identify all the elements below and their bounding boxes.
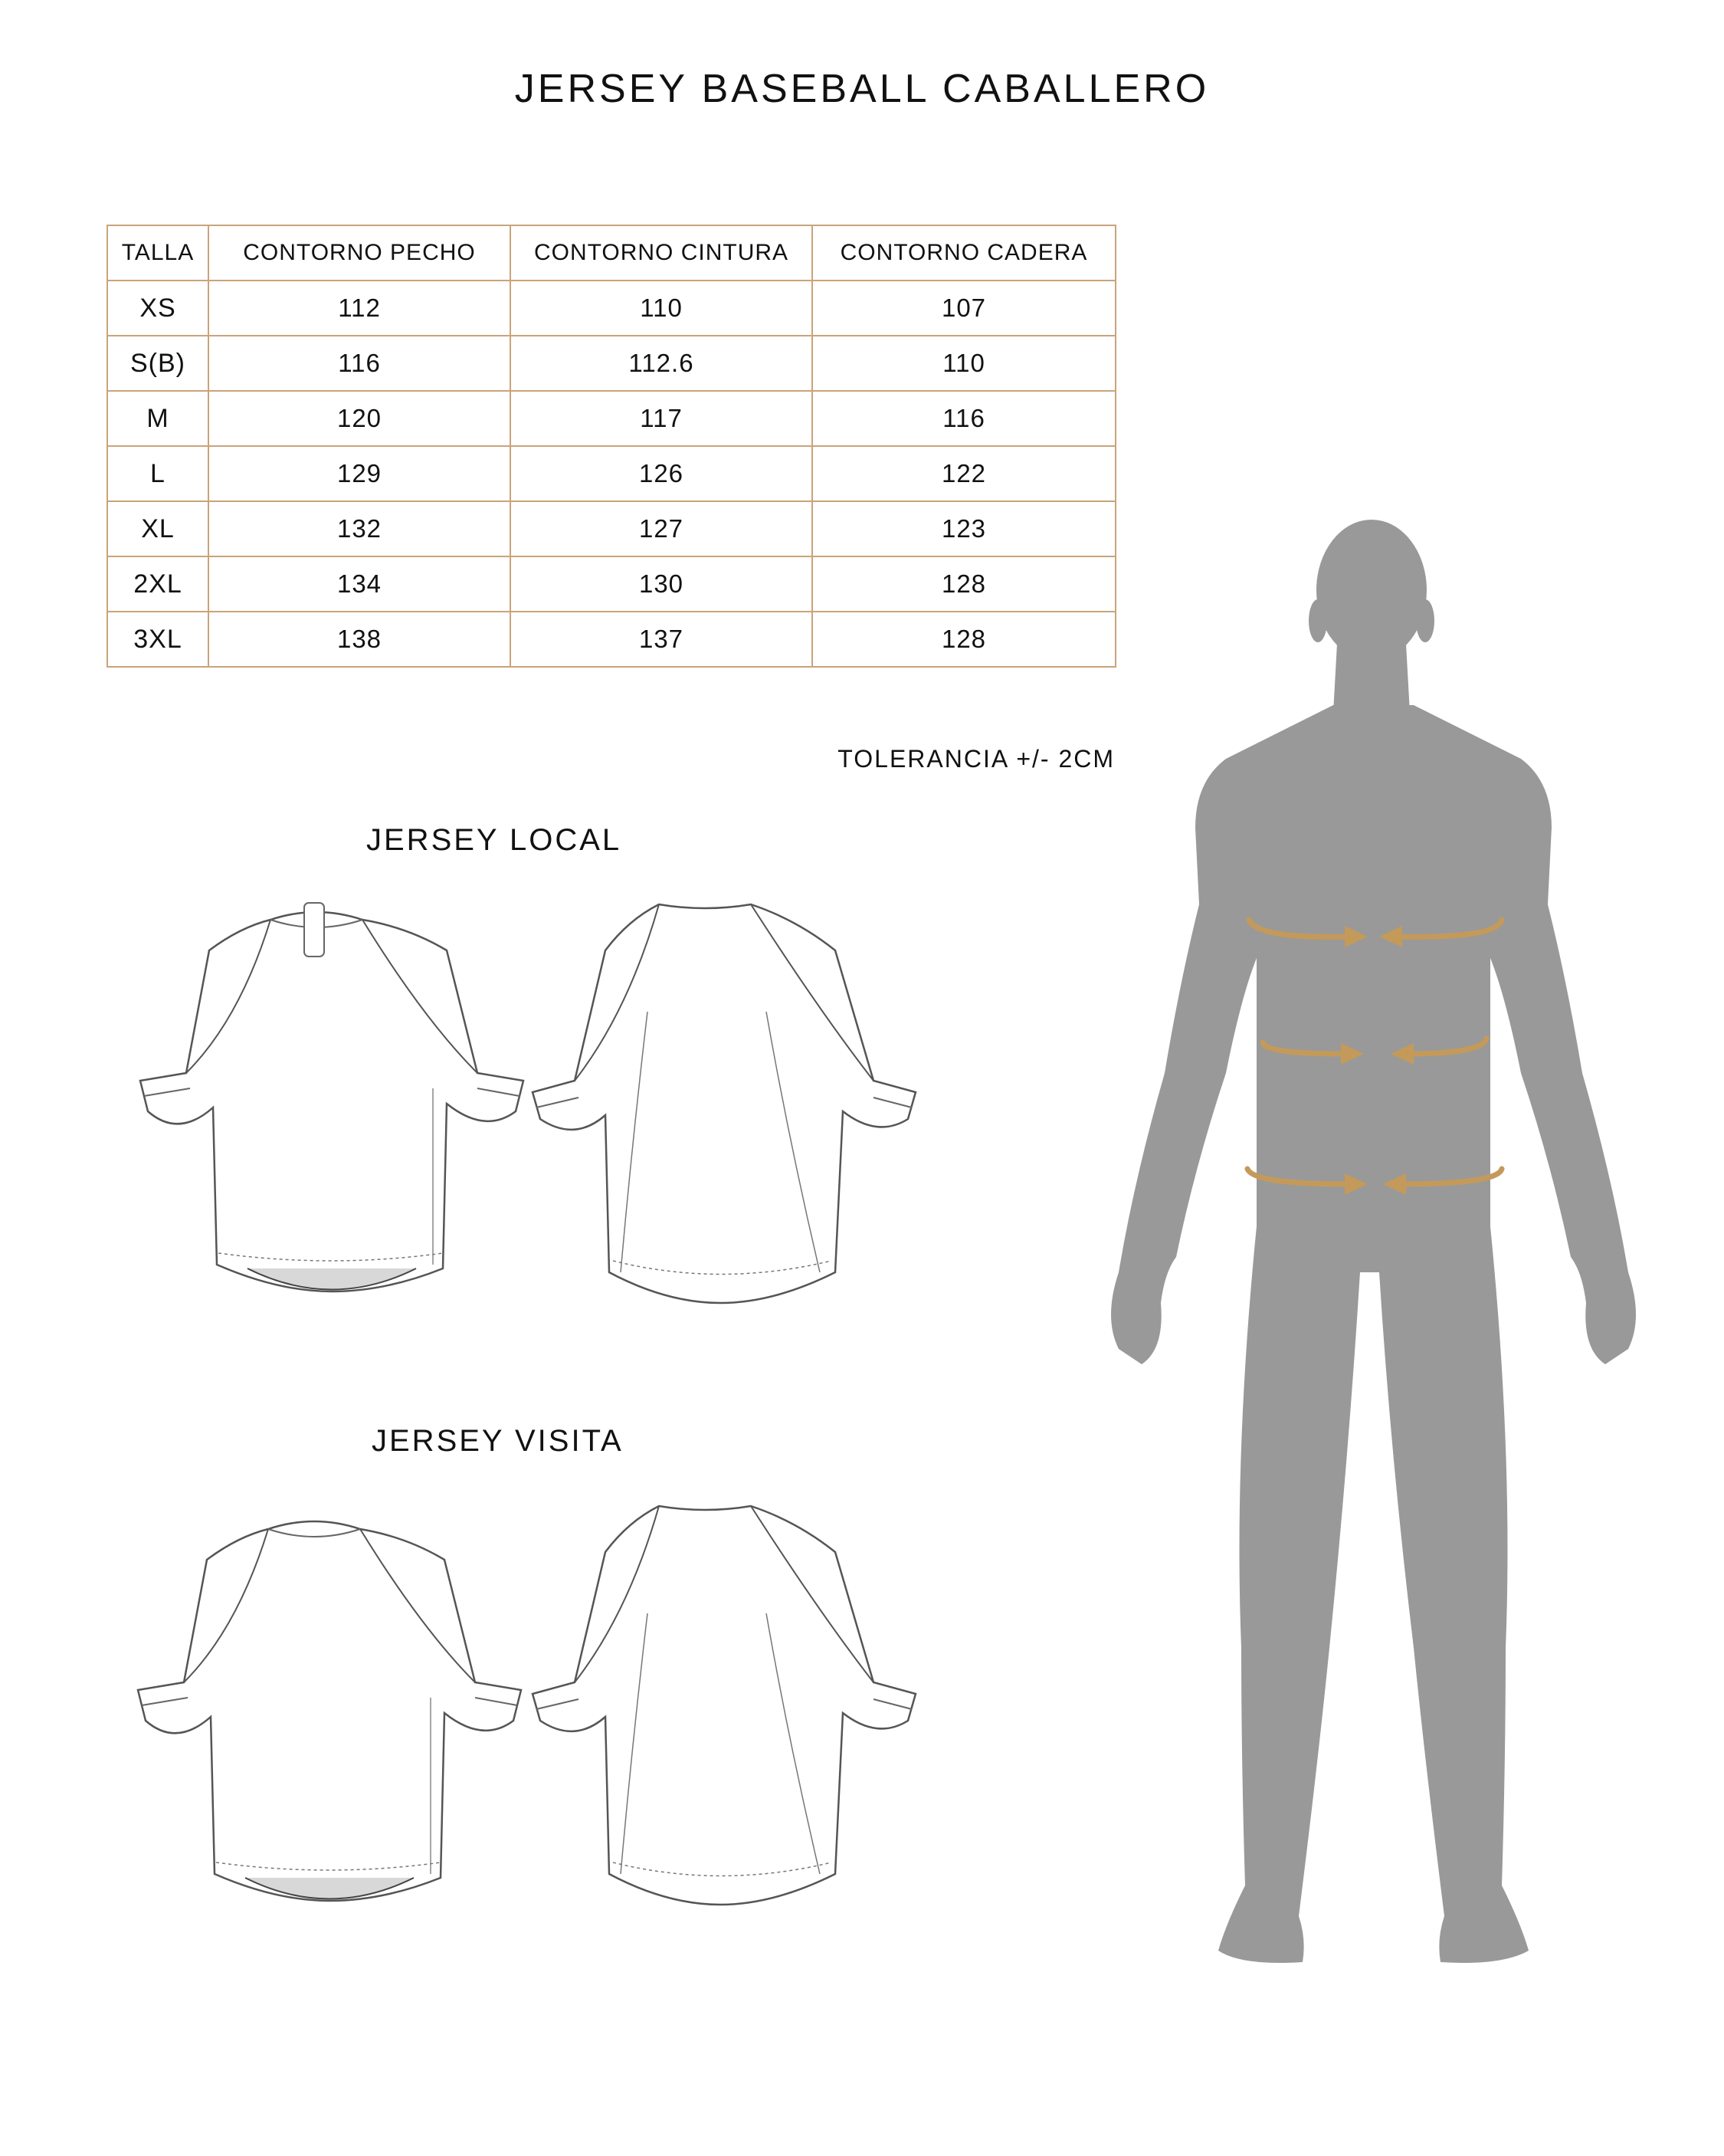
pecho-cell: 116 (208, 336, 510, 391)
cadera-cell: 122 (812, 446, 1116, 501)
pecho-cell: 132 (208, 501, 510, 556)
pecho-cell: 138 (208, 612, 510, 667)
cintura-cell: 137 (510, 612, 812, 667)
size-cell: 3XL (107, 612, 208, 667)
page-title: JERSEY BASEBALL CABALLERO (514, 67, 1210, 111)
jersey-visita-label: JERSEY VISITA (372, 1424, 624, 1458)
tolerance-note: TOLERANCIA +/- 2CM (837, 745, 1115, 773)
cintura-cell: 130 (510, 556, 812, 612)
jersey-visita-back (533, 1506, 916, 1905)
cintura-cell: 127 (510, 501, 812, 556)
size-cell: M (107, 391, 208, 446)
jersey-local-front (140, 903, 523, 1291)
header-contorno-cintura: CONTORNO CINTURA (510, 225, 812, 281)
body-silhouette (1111, 520, 1636, 1963)
cintura-cell: 112.6 (510, 336, 812, 391)
size-cell: XL (107, 501, 208, 556)
cadera-cell: 110 (812, 336, 1116, 391)
cadera-cell: 116 (812, 391, 1116, 446)
header-contorno-pecho: CONTORNO PECHO (208, 225, 510, 281)
size-cell: 2XL (107, 556, 208, 612)
size-cell: L (107, 446, 208, 501)
size-cell: S(B) (107, 336, 208, 391)
pecho-cell: 112 (208, 281, 510, 336)
jersey-local-label: JERSEY LOCAL (366, 823, 622, 857)
cadera-cell: 107 (812, 281, 1116, 336)
cintura-cell: 110 (510, 281, 812, 336)
cadera-cell: 128 (812, 612, 1116, 667)
pecho-cell: 129 (208, 446, 510, 501)
cintura-cell: 117 (510, 391, 812, 446)
pecho-cell: 134 (208, 556, 510, 612)
cadera-cell: 123 (812, 501, 1116, 556)
cadera-cell: 128 (812, 556, 1116, 612)
size-cell: XS (107, 281, 208, 336)
header-contorno-cadera: CONTORNO CADERA (812, 225, 1116, 281)
jersey-visita-front (138, 1521, 521, 1901)
jersey-local-back (533, 904, 916, 1303)
cintura-cell: 126 (510, 446, 812, 501)
header-talla: TALLA (107, 225, 208, 281)
pecho-cell: 120 (208, 391, 510, 446)
